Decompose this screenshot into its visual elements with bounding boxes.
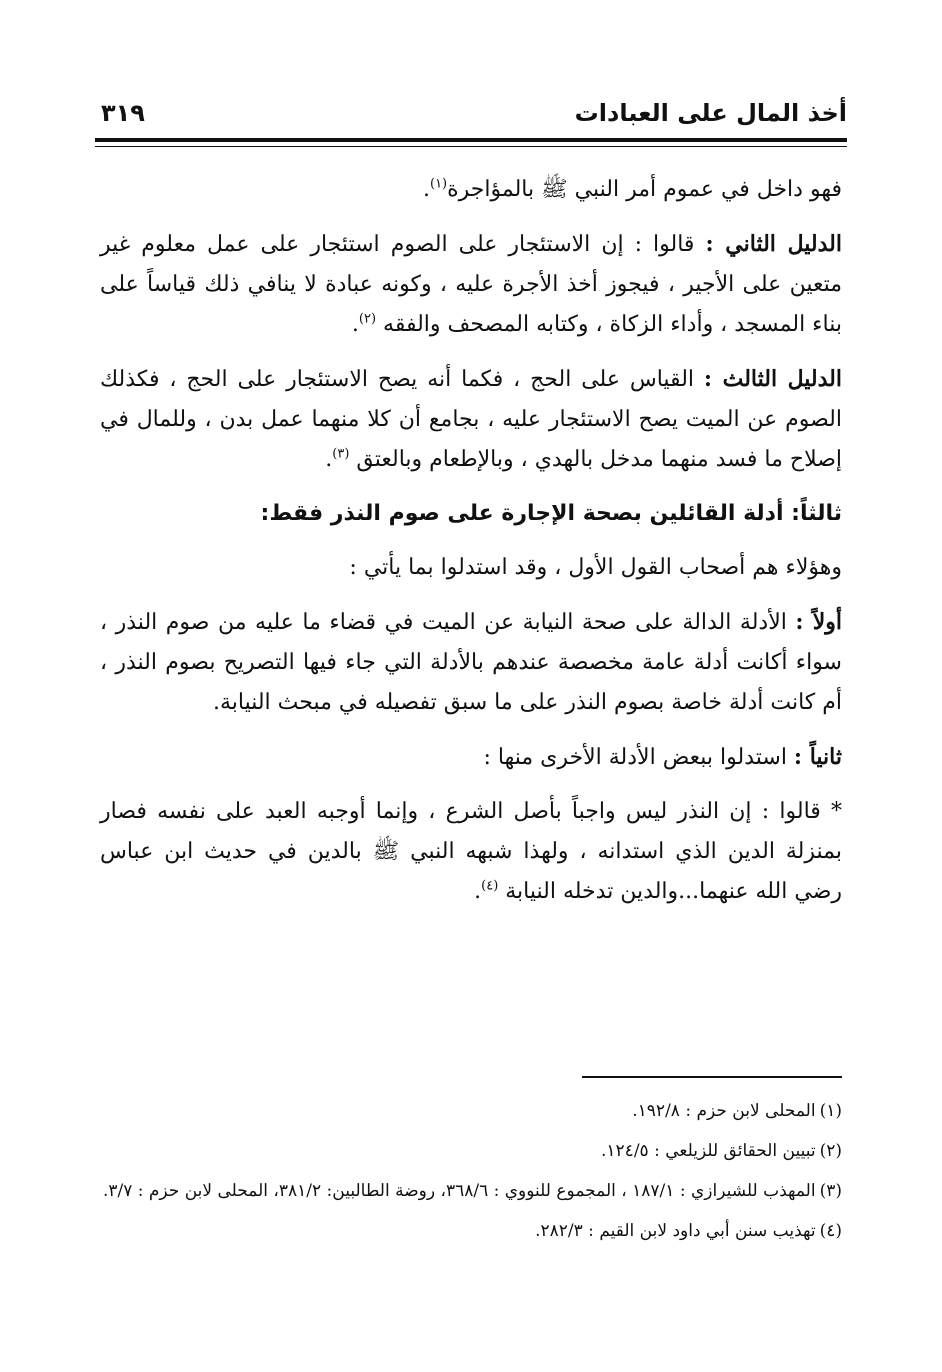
paragraph-4: وهؤلاء هم أصحاب القول الأول ، وقد استدلوا بما يأتي :: [349, 555, 842, 580]
footnote-text: المحلى لابن حزم : ١٩٢/٨.: [632, 1101, 816, 1121]
footnote-number: (٢): [819, 1141, 842, 1161]
paragraph-3: [100, 359, 842, 480]
paragraph-6-lead: ثانياً :: [793, 744, 842, 770]
footnote-ref-1: (١): [429, 176, 448, 192]
paragraph-1: [100, 170, 842, 210]
paragraph-1-text: فهو داخل في عموم أمر النبي ﷺ بالمؤاجرة: [447, 177, 842, 202]
paragraph-1-end: .: [422, 177, 430, 202]
main-text: [100, 170, 842, 926]
paragraph-5: [100, 602, 842, 723]
page-header: [95, 96, 847, 132]
paragraph-2: [100, 224, 842, 345]
paragraph-6: [100, 737, 842, 778]
paragraph-7: [100, 792, 842, 912]
footnotes: [100, 1094, 842, 1254]
footnote-ref-2: (٢): [358, 311, 377, 327]
footnote-ref-3: (٣): [332, 446, 350, 462]
paragraph-7-end: .: [474, 879, 482, 904]
section-heading: ثالثاً: أدلة القائلين بصحة الإجارة على صوم النذر فقط:: [260, 501, 842, 526]
paragraph-5-text: الأدلة الدالة على صحة النيابة عن الميت في قضاء ما عليه من صوم النذر ، سواء أكانت أدلة عامة مخصصة عندهم بالأدلة التي جاء فيها التصريح بصوم النذر ، أم كانت أدلة خاصة بصوم النذر على ما سبق تفصيله في مبحث النيابة.: [100, 610, 842, 715]
paragraph-6-text: استدلوا ببعض الأدلة الأخرى منها :: [483, 745, 794, 770]
paragraph-7-text: * قالوا : إن النذر ليس واجباً بأصل الشرع ، وإنما أوجبه العبد على نفسه فصار بمنزلة الدين الذي استدانه ، ولهذا شبهه النبي ﷺ بالدين في حديث ابن عباس رضي الله عنهما...والدين تدخله النيابة: [100, 799, 842, 904]
footnote-separator: [582, 1076, 842, 1078]
footnote-3: [100, 1174, 842, 1208]
paragraph-2-end: .: [351, 312, 359, 337]
footnote-text: تبيين الحقائق للزيلعي : ١٢٤/٥.: [601, 1141, 816, 1161]
footnote-ref-4: (٤): [481, 878, 499, 894]
footnote-1: [100, 1094, 842, 1128]
footnote-2: [100, 1134, 842, 1168]
footnote-number: (١): [819, 1101, 842, 1121]
footnote-number: (٤): [819, 1221, 842, 1241]
paragraph-3-lead: الدليل الثالث :: [703, 366, 842, 392]
footnote-text: تهذيب سنن أبي داود لابن القيم : ٢٨٢/٣.: [535, 1221, 816, 1241]
page-number: ٣١٩: [101, 99, 145, 127]
header-rule-thin: [95, 146, 847, 147]
footnote-text: المهذب للشيرازي : ١٨٧/١ ، المجموع للنووي : ٣٦٨/٦، روضة الطالبين: ٣٨١/٢، المحلى لابن حزم : ٣/٧.: [102, 1181, 816, 1201]
footnote-number: (٣): [819, 1181, 842, 1201]
paragraph-3-text: القياس على الحج ، فكما أنه يصح الاستئجار على الحج ، فكذلك الصوم عن الميت يصح الاستئجار عليه ، بجامع أن كلا منهما عمل بدن ، وللمال في إصلاح ما فسد منهما مدخل بالهدي ، وبالإطعام وبالعتق: [100, 367, 842, 472]
paragraph-2-lead: الدليل الثاني :: [705, 231, 842, 257]
footnote-4: [100, 1214, 842, 1248]
running-title: أخذ المال على العبادات: [574, 99, 847, 127]
paragraph-3-end: .: [325, 447, 333, 472]
paragraph-5-lead: أولاً :: [795, 609, 842, 635]
header-rule-thick: [95, 138, 847, 142]
paragraph-2-text: قالوا : إن الاستئجار على الصوم استئجار على عمل معلوم غير متعين على الأجير ، فيجوز أخذ الأجرة عليه ، وكونه عبادة لا ينافي ذلك قياساً على بناء المسجد ، وأداء الزكاة ، وكتابه المصحف والفقه: [100, 232, 842, 337]
